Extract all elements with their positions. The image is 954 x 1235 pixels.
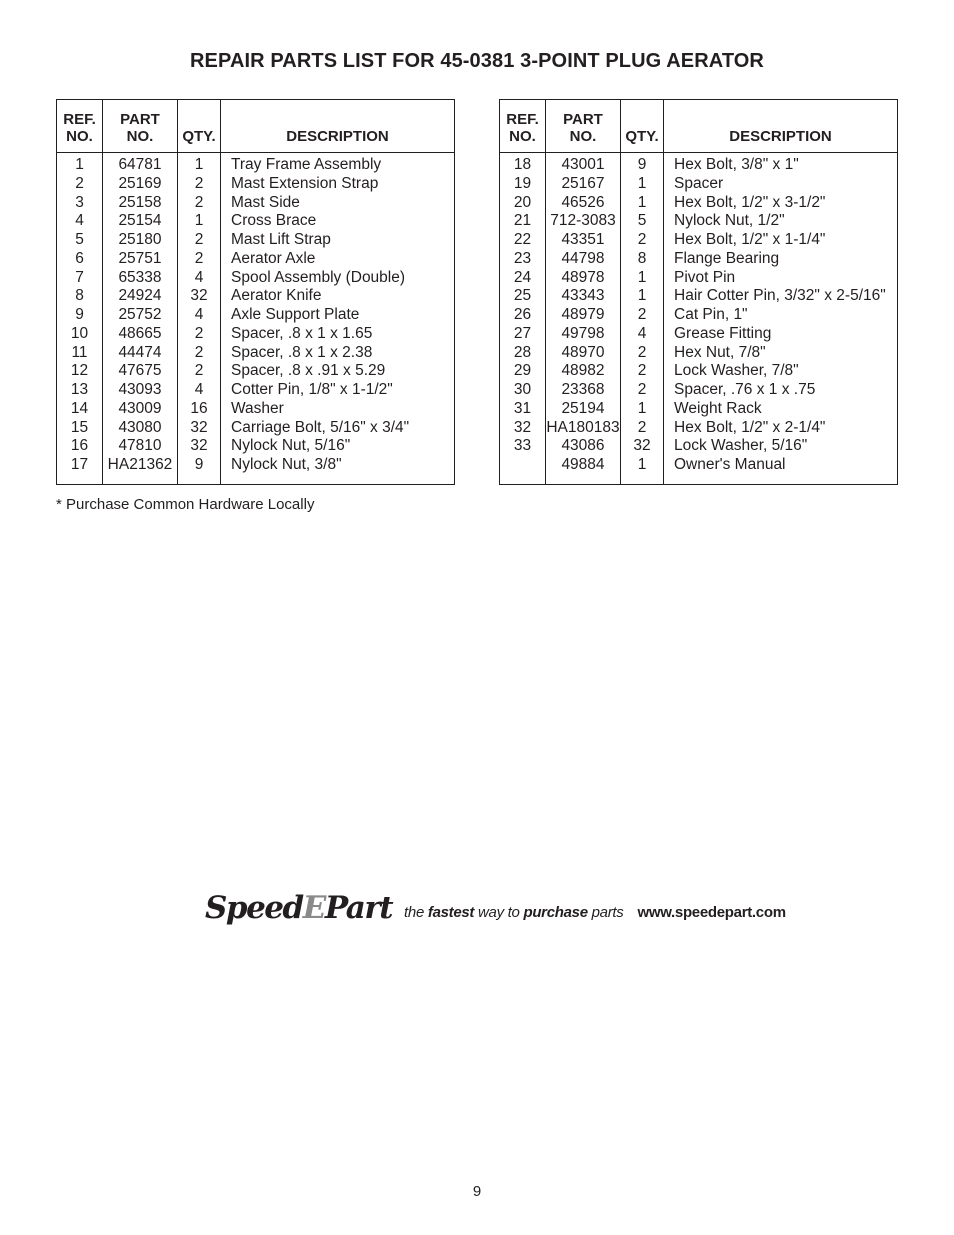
ref-no-cell: 19 — [500, 175, 546, 194]
ref-no-cell: 21 — [500, 212, 546, 231]
ref-no-cell: 2 — [57, 175, 103, 194]
part-no-cell: 43343 — [546, 287, 621, 306]
part-no-cell: 25752 — [103, 306, 178, 325]
part-no-cell: 48970 — [546, 344, 621, 363]
description-cell: Grease Fitting — [664, 325, 898, 344]
part-no-cell: 712-3083 — [546, 212, 621, 231]
qty-cell: 2 — [178, 175, 221, 194]
table-row — [500, 250, 898, 269]
description-cell: Hex Bolt, 1/2" x 2-1/4" — [664, 419, 898, 438]
part-no-cell: 47675 — [103, 362, 178, 381]
qty-header: QTY. — [621, 100, 664, 153]
parts-table-right — [499, 99, 898, 485]
part-no-cell: 44798 — [546, 250, 621, 269]
table-row — [57, 250, 455, 269]
table-row — [57, 212, 455, 231]
ref-no-header: REF. NO. — [500, 100, 546, 153]
description-cell: Hex Bolt, 1/2" x 3-1/2" — [664, 194, 898, 213]
ref-no-cell: 6 — [57, 250, 103, 269]
ref-no-cell: 3 — [57, 194, 103, 213]
description-cell: Spool Assembly (Double) — [221, 269, 455, 288]
qty-cell: 32 — [621, 437, 664, 456]
part-no-cell: 25167 — [546, 175, 621, 194]
description-cell: Owner's Manual — [664, 456, 898, 484]
qty-cell: 2 — [621, 344, 664, 363]
part-no-cell: 25154 — [103, 212, 178, 231]
tagline: the fastest way to purchase parts — [404, 904, 624, 921]
part-no-cell: 43086 — [546, 437, 621, 456]
qty-cell: 4 — [621, 325, 664, 344]
description-cell: Nylock Nut, 5/16" — [221, 437, 455, 456]
description-cell: Pivot Pin — [664, 269, 898, 288]
part-no-cell: 43009 — [103, 400, 178, 419]
ref-no-cell: 16 — [57, 437, 103, 456]
description-cell: Hex Nut, 7/8" — [664, 344, 898, 363]
qty-cell: 4 — [178, 306, 221, 325]
part-no-cell: 43001 — [546, 153, 621, 175]
ref-no-cell: 7 — [57, 269, 103, 288]
ref-no-cell: 24 — [500, 269, 546, 288]
description-cell: Lock Washer, 5/16" — [664, 437, 898, 456]
description-header: DESCRIPTION — [221, 100, 455, 153]
qty-cell: 2 — [178, 250, 221, 269]
ref-no-cell: 33 — [500, 437, 546, 456]
qty-cell: 32 — [178, 419, 221, 438]
description-cell: Axle Support Plate — [221, 306, 455, 325]
qty-cell: 1 — [178, 212, 221, 231]
table-row — [57, 306, 455, 325]
description-cell: Hex Bolt, 3/8" x 1" — [664, 153, 898, 175]
part-no-cell: 49798 — [546, 325, 621, 344]
ref-no-cell: 32 — [500, 419, 546, 438]
ref-no-cell: 15 — [57, 419, 103, 438]
ref-no-cell — [500, 456, 546, 484]
part-no-cell: 25158 — [103, 194, 178, 213]
description-header: DESCRIPTION — [664, 100, 898, 153]
ref-no-cell: 25 — [500, 287, 546, 306]
description-cell: Mast Side — [221, 194, 455, 213]
qty-cell: 1 — [178, 153, 221, 175]
table-row — [500, 325, 898, 344]
qty-cell: 2 — [621, 419, 664, 438]
description-cell: Mast Lift Strap — [221, 231, 455, 250]
table-row — [500, 153, 898, 175]
qty-cell: 2 — [621, 381, 664, 400]
ref-no-cell: 8 — [57, 287, 103, 306]
ref-no-cell: 30 — [500, 381, 546, 400]
part-no-cell: 64781 — [103, 153, 178, 175]
description-cell: Weight Rack — [664, 400, 898, 419]
ref-no-cell: 13 — [57, 381, 103, 400]
table-row — [57, 194, 455, 213]
qty-cell: 2 — [621, 231, 664, 250]
description-cell: Aerator Knife — [221, 287, 455, 306]
qty-cell: 2 — [178, 344, 221, 363]
part-no-cell: 23368 — [546, 381, 621, 400]
table-row — [500, 212, 898, 231]
table-row — [500, 194, 898, 213]
qty-cell: 1 — [621, 175, 664, 194]
description-cell: Spacer, .76 x 1 x .75 — [664, 381, 898, 400]
description-cell: Spacer — [664, 175, 898, 194]
part-no-cell: 48979 — [546, 306, 621, 325]
website-link[interactable]: www.speedepart.com — [637, 904, 786, 921]
page-number: 9 — [472, 1183, 482, 1200]
ref-no-cell: 23 — [500, 250, 546, 269]
ref-no-cell: 22 — [500, 231, 546, 250]
description-cell: Lock Washer, 7/8" — [664, 362, 898, 381]
table-row — [500, 456, 898, 484]
description-cell: Spacer, .8 x 1 x 2.38 — [221, 344, 455, 363]
part-no-cell: 43093 — [103, 381, 178, 400]
description-cell: Cat Pin, 1" — [664, 306, 898, 325]
description-cell: Nylock Nut, 1/2" — [664, 212, 898, 231]
qty-cell: 2 — [178, 194, 221, 213]
part-no-cell: 43351 — [546, 231, 621, 250]
part-no-cell: 65338 — [103, 269, 178, 288]
part-no-cell: 25751 — [103, 250, 178, 269]
qty-cell: 2 — [178, 325, 221, 344]
part-no-cell: HA21362 — [103, 456, 178, 484]
part-no-cell: 24924 — [103, 287, 178, 306]
ref-no-cell: 17 — [57, 456, 103, 484]
ref-no-cell: 18 — [500, 153, 546, 175]
qty-cell: 2 — [621, 306, 664, 325]
description-cell: Washer — [221, 400, 455, 419]
ref-no-cell: 20 — [500, 194, 546, 213]
hardware-note: * Purchase Common Hardware Locally — [56, 496, 315, 513]
part-no-cell: 49884 — [546, 456, 621, 484]
table-row — [500, 344, 898, 363]
table-row — [57, 344, 455, 363]
table-row — [500, 287, 898, 306]
ref-no-cell: 31 — [500, 400, 546, 419]
description-cell: Carriage Bolt, 5/16" x 3/4" — [221, 419, 455, 438]
table-row — [500, 362, 898, 381]
table-row — [500, 231, 898, 250]
table-row — [57, 231, 455, 250]
table-row — [500, 306, 898, 325]
table-row — [500, 400, 898, 419]
description-cell: Hex Bolt, 1/2" x 1-1/4" — [664, 231, 898, 250]
table-row — [57, 153, 455, 175]
description-cell: Hair Cotter Pin, 3/32" x 2-5/16" — [664, 287, 898, 306]
table-row — [57, 419, 455, 438]
qty-cell: 2 — [621, 362, 664, 381]
qty-cell: 2 — [178, 362, 221, 381]
part-no-header: PART NO. — [546, 100, 621, 153]
ref-no-cell: 28 — [500, 344, 546, 363]
ref-no-cell: 11 — [57, 344, 103, 363]
qty-cell: 16 — [178, 400, 221, 419]
table-row — [57, 456, 455, 484]
qty-cell: 4 — [178, 381, 221, 400]
qty-cell: 5 — [621, 212, 664, 231]
ref-no-cell: 5 — [57, 231, 103, 250]
ref-no-cell: 9 — [57, 306, 103, 325]
description-cell: Spacer, .8 x 1 x 1.65 — [221, 325, 455, 344]
part-no-cell: 25194 — [546, 400, 621, 419]
description-cell: Mast Extension Strap — [221, 175, 455, 194]
part-no-cell: 43080 — [103, 419, 178, 438]
part-no-cell: 44474 — [103, 344, 178, 363]
table-row — [500, 419, 898, 438]
page-title: REPAIR PARTS LIST FOR 45-0381 3-POINT PLUG AERATOR — [190, 50, 764, 72]
table-row — [57, 381, 455, 400]
qty-cell: 9 — [178, 456, 221, 484]
description-cell: Aerator Axle — [221, 250, 455, 269]
qty-cell: 1 — [621, 456, 664, 484]
ref-no-cell: 10 — [57, 325, 103, 344]
table-row — [57, 362, 455, 381]
ref-no-cell: 12 — [57, 362, 103, 381]
part-no-cell: 25169 — [103, 175, 178, 194]
table-row — [500, 437, 898, 456]
table-row — [57, 287, 455, 306]
speedepart-logo: SpeedEPart — [205, 890, 393, 926]
speedepart-footer — [205, 886, 786, 926]
qty-cell: 1 — [621, 400, 664, 419]
table-header-row — [500, 100, 898, 153]
qty-cell: 1 — [621, 287, 664, 306]
description-cell: Spacer, .8 x .91 x 5.29 — [221, 362, 455, 381]
part-no-cell: 48978 — [546, 269, 621, 288]
description-cell: Nylock Nut, 3/8" — [221, 456, 455, 484]
qty-cell: 1 — [621, 194, 664, 213]
qty-cell: 32 — [178, 437, 221, 456]
table-row — [57, 175, 455, 194]
qty-cell: 1 — [621, 269, 664, 288]
description-cell: Flange Bearing — [664, 250, 898, 269]
table-row — [57, 400, 455, 419]
part-no-cell: 47810 — [103, 437, 178, 456]
table-row — [57, 325, 455, 344]
qty-header: QTY. — [178, 100, 221, 153]
ref-no-header: REF. NO. — [57, 100, 103, 153]
parts-table-left — [56, 99, 455, 485]
part-no-cell: 46526 — [546, 194, 621, 213]
part-no-cell: 48982 — [546, 362, 621, 381]
table-row — [500, 381, 898, 400]
table-row — [57, 437, 455, 456]
description-cell: Cross Brace — [221, 212, 455, 231]
table-row — [500, 175, 898, 194]
ref-no-cell: 29 — [500, 362, 546, 381]
description-cell: Tray Frame Assembly — [221, 153, 455, 175]
ref-no-cell: 1 — [57, 153, 103, 175]
part-no-cell: 48665 — [103, 325, 178, 344]
qty-cell: 32 — [178, 287, 221, 306]
ref-no-cell: 14 — [57, 400, 103, 419]
qty-cell: 8 — [621, 250, 664, 269]
ref-no-cell: 27 — [500, 325, 546, 344]
table-header-row — [57, 100, 455, 153]
table-row — [57, 269, 455, 288]
part-no-header: PART NO. — [103, 100, 178, 153]
qty-cell: 2 — [178, 231, 221, 250]
part-no-cell: HA180183 — [546, 418, 620, 436]
part-no-cell: 25180 — [103, 231, 178, 250]
qty-cell: 9 — [621, 153, 664, 175]
description-cell: Cotter Pin, 1/8" x 1-1/2" — [221, 381, 455, 400]
ref-no-cell: 26 — [500, 306, 546, 325]
qty-cell: 4 — [178, 269, 221, 288]
table-row — [500, 269, 898, 288]
ref-no-cell: 4 — [57, 212, 103, 231]
